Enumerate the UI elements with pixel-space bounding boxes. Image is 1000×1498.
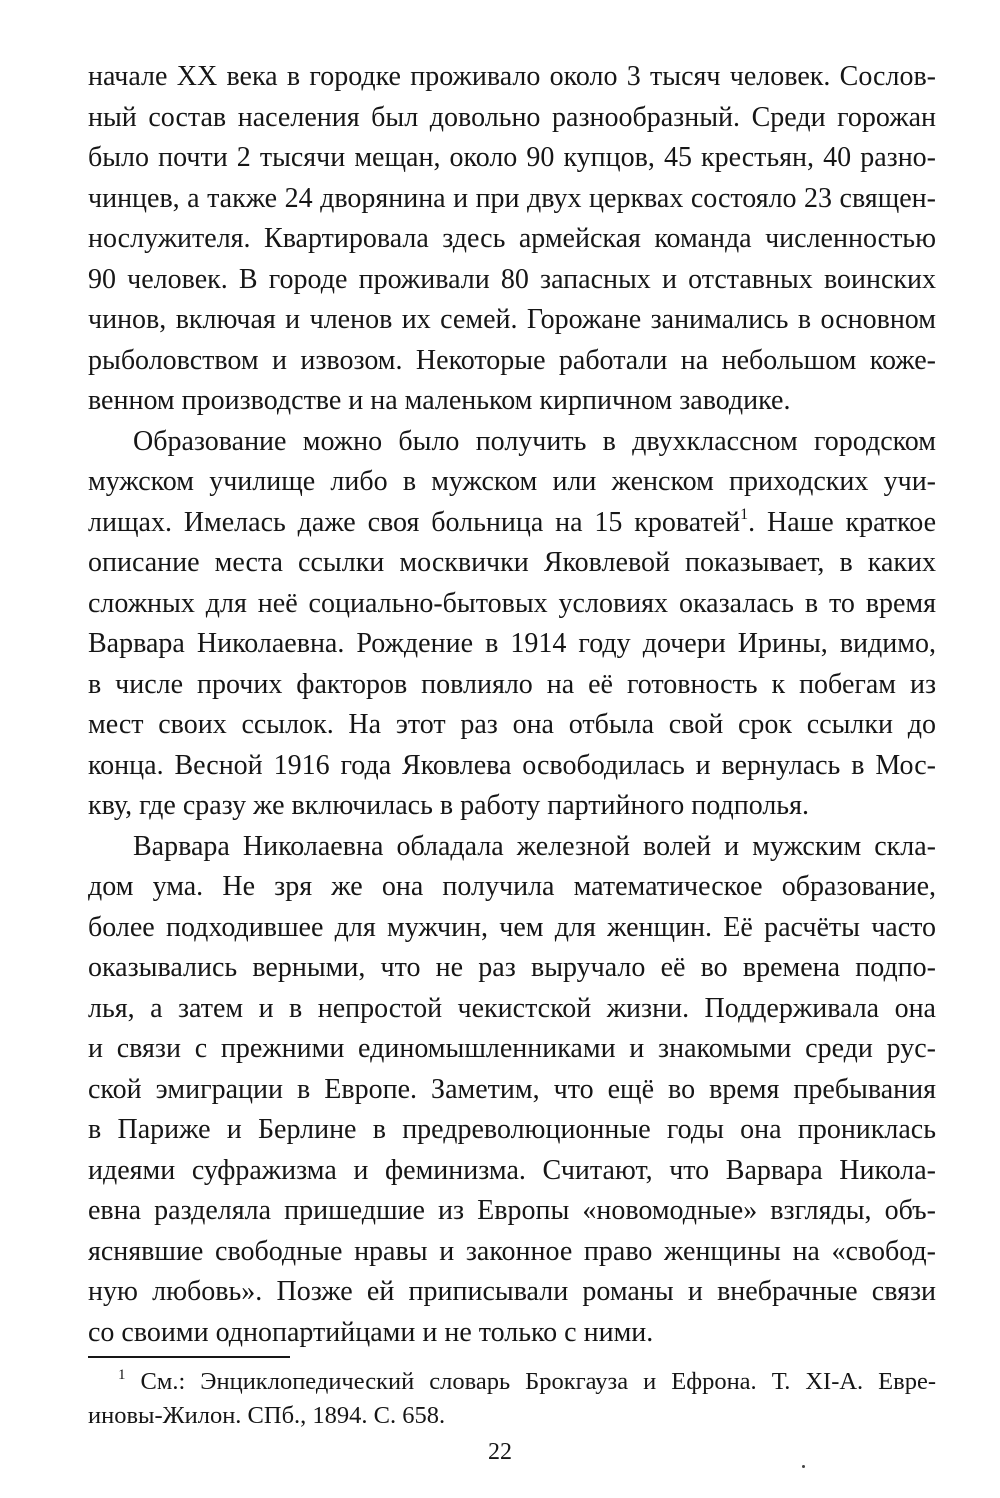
text-line: было почти 2 тысячи мещан, около 90 купцов, 45 крестьян, 40 разно- xyxy=(88,142,936,173)
footnote-line: иновы-Жилон. СПб., 1894. С. 658. xyxy=(88,1402,446,1429)
text-line: ный состав населения был довольно разнообразный. Среди горожан xyxy=(88,101,936,133)
text-line: нослужителя. Квартировала здесь армейская команда численностью xyxy=(88,223,936,254)
footnote-reference: 1 xyxy=(740,505,749,523)
text-line: евна разделяла пришедшие из Европы «новомодные» взгляды, объ- xyxy=(88,1195,936,1226)
text-line: яснявшие свободные нравы и законное право женщины на «свобод- xyxy=(88,1235,936,1267)
text-line: чинов, включая и членов их семей. Горожане занимались в основном xyxy=(88,304,936,335)
text-line: мест своих ссылок. На этот раз она отбыла свой срок ссылки до xyxy=(88,709,936,740)
text-segment: . Наше краткое xyxy=(748,506,936,538)
text-line: мужском училище либо в мужском или женском приходских учи- xyxy=(88,466,936,497)
text-line: венном производстве и на маленьком кирпичном заводике. xyxy=(88,385,791,416)
paragraph-start-line: Варвара Николаевна обладала железной волей и мужским скла- xyxy=(133,830,936,862)
text-line: чинцев, а также 24 дворянина и при двух церквах состояло 23 священ- xyxy=(88,182,936,214)
footnote-marker: 1 xyxy=(118,1367,126,1383)
text-line: описание места ссылки москвички Яковлевой показывает, в каких xyxy=(88,547,936,578)
text-line: сложных для неё социально-бытовых условиях оказалась в то время xyxy=(88,587,936,619)
text-line: рыболовством и извозом. Некоторые работали на небольшом коже- xyxy=(88,344,936,376)
text-line: и связи с прежними единомышленниками и знакомыми среди рус- xyxy=(88,1033,936,1064)
text-line-with-footnote-ref xyxy=(88,504,936,541)
text-line: ской эмиграции в Европе. Заметим, что ещё во время пребывания xyxy=(88,1073,936,1105)
paragraph-start-line: Образование можно было получить в двухклассном городском xyxy=(133,425,936,457)
footnote-separator xyxy=(88,1356,290,1358)
text-line: начале XX века в городке проживало около 3 тысяч человек. Сослов- xyxy=(88,61,936,92)
text-line: ную любовь». Позже ей приписывали романы и внебрачные связи xyxy=(88,1276,936,1307)
text-line: дом ума. Не зря же она получила математическое образование, xyxy=(88,871,936,902)
text-line: более подходившее для мужчин, чем для женщин. Её расчёты часто xyxy=(88,911,936,943)
text-line: в Париже и Берлине в предреволюционные годы она прониклась xyxy=(88,1114,936,1145)
text-line: 90 человек. В городе проживали 80 запасных и отставных воинских xyxy=(88,263,936,295)
text-line: со своими однопартийцами и не только с ними. xyxy=(88,1316,654,1348)
print-speck xyxy=(802,1465,805,1468)
text-line: идеями суфражизма и феминизма. Считают, что Варвара Никола- xyxy=(88,1154,936,1186)
text-segment: лищах. Имелась даже своя больница на 15 кроватей xyxy=(88,506,741,538)
text-line: оказывались верными, что не раз выручало её во времена подпо- xyxy=(88,952,936,983)
text-line: в числе прочих факторов повлияло на её готовность к побегам из xyxy=(88,668,936,700)
footnote-line xyxy=(118,1365,936,1398)
text-line: лья, а затем и в непростой чекистской жизни. Поддерживала она xyxy=(88,992,936,1024)
footnote-text: См.: Энциклопедический словарь Брокгауза и Ефрона. Т. XI-A. Евре- xyxy=(140,1368,936,1395)
text-line: конца. Весной 1916 года Яковлева освободилась и вернулась в Мос- xyxy=(88,749,936,781)
text-line: кву, где сразу же включилась в работу партийного подполья. xyxy=(88,790,809,821)
text-line: Варвара Николаевна. Рождение в 1914 году дочери Ирины, видимо, xyxy=(88,628,936,659)
page-number: 22 xyxy=(488,1439,512,1465)
